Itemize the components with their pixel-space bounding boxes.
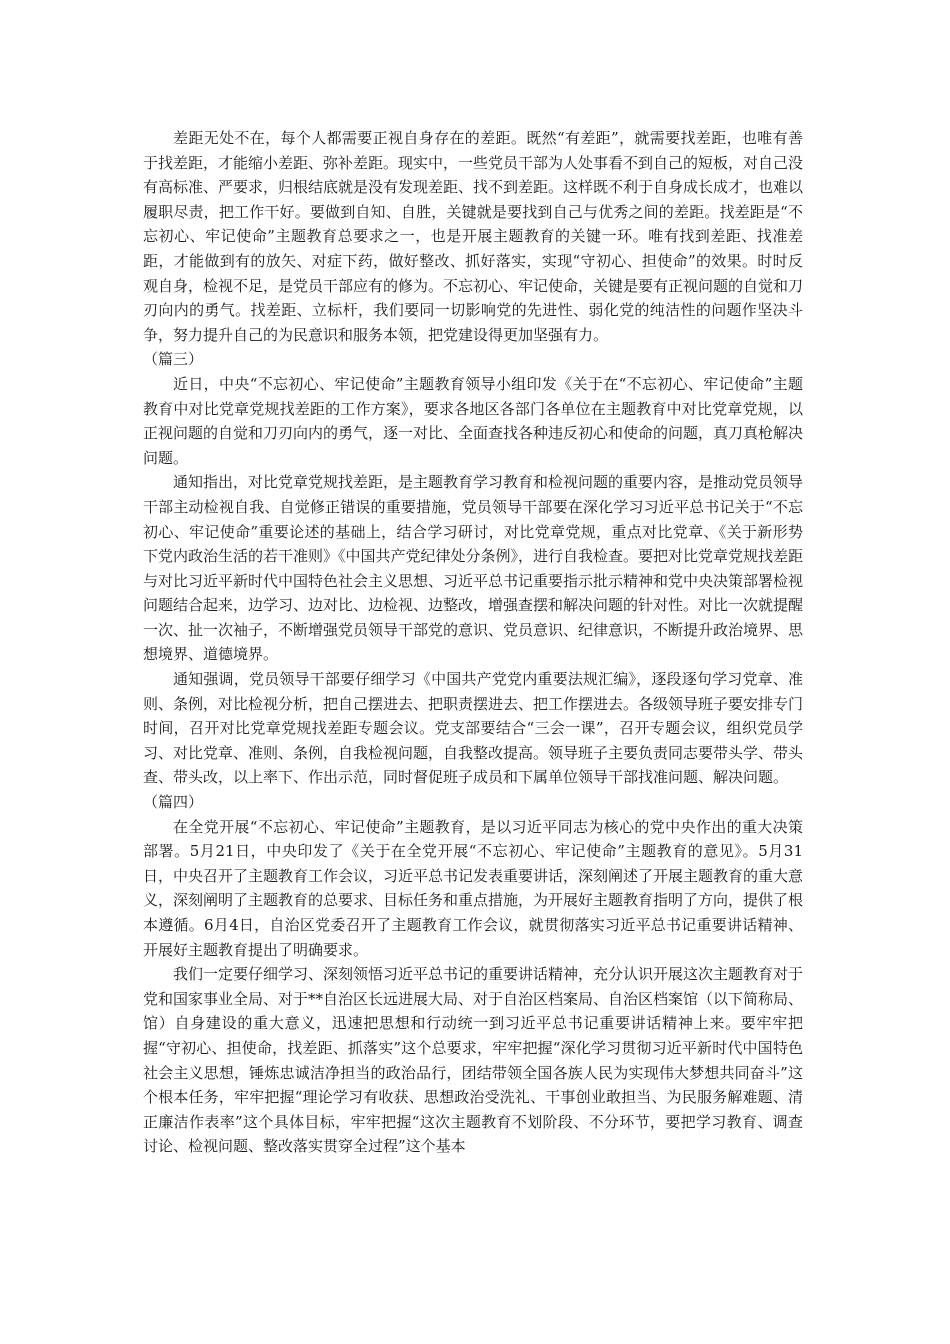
- paragraph-gap-everywhere: 差距无处不在，每个人都需要正视自身存在的差距。既然“有差距”，就需要找差距，也唯有善于找差距，才能缩小差距、弥补差距。现实中，一些党员干部为人处事看不到自己的短板，对自己没有高标准、严要求，归根结底就是没有发现差距、找不到差距。这样既不利于自身成长成才，也难以履职尽责，把工作干好。要做到自知、自胜，关键就是要找到自己与优秀之间的差距。找差距是“不忘初心、牢记使命”主题教育总要求之一，也是开展主题教育的关键一环。唯有找到差距、找准差距，才能做到有的放矢、对症下药，做好整改、抓好落实，实现“守初心、担使命”的效果。时时反观自身，检视不足，是党员干部应有的修为。不忘初心、牢记使命，关键是要有正视问题的自觉和刀刃向内的勇气。找差距、立标杆，我们要同一切影响党的先进性、弱化党的纯洁性的问题作坚决斗争，努力提升自己的为民意识和服务本领，把党建设得更加坚强有力。: [143, 129, 804, 344]
- paragraph-central-plan: 近日，中央“不忘初心、牢记使命”主题教育领导小组印发《关于在“不忘初心、牢记使命”主题教育中对比党章党规找差距的工作方案》，要求各地区各部门各单位在主题教育中对比党章党规，以正视问题的自觉和刀刃向内的勇气，逐一对比、全面查找各种违反初心和使命的问题，真刀真枪解决问题。: [143, 374, 804, 467]
- paragraph-notice-points-out: 通知指出，对比党章党规找差距，是主题教育学习教育和检视问题的重要内容，是推动党员领导干部主动检视自我、自觉修正错误的重要措施，党员领导干部要在深化学习习近平总书记关于“不忘初心、牢记使命”重要论述的基础上，结合学习研讨，对比党章党规，重点对比党章、《关于新形势下党内政治生活的若干准则》《中国共产党纪律处分条例》，进行自我检查。要把对比党章党规找差距与对比习近平新时代中国特色社会主义思想、习近平总书记重要指示批示精神和党中央决策部署检视问题结合起来，边学习、边对比、边检视、边整改，增强查摆和解决问题的针对性。对比一次就提醒一次、扯一次袖子，不断增强党员领导干部党的意识、党员意识、纪律意识，不断提升政治境界、思想境界、道德境界。: [143, 473, 804, 664]
- document-body: [143, 126, 803, 1159]
- section-heading-part-three: （篇三）: [143, 350, 204, 369]
- paragraph-notice-emphasizes: 通知强调，党员领导干部要仔细学习《中国共产党党内重要法规汇编》，逐段逐句学习党章、准则、条例，对比检视分析，把自己摆进去、把职责摆进去、把工作摆进去。各级领导班子要安排专门时间，召开对比党章党规找差距专题会议。党支部要结合“三会一课”，召开专题会议，组织党员学习、对比党章、准则、条例，自我检视问题，自我整改提高。领导班子主要负责同志要带头学、带头查、带头改，以上率下、作出示范，同时督促班子成员和下属单位领导干部找准问题、解决问题。: [143, 670, 804, 787]
- paragraph-party-wide-education: 在全党开展“不忘初心、牢记使命”主题教育，是以习近平同志为核心的党中央作出的重大决策部署。5月21日，中央印发了《关于在全党开展“不忘初心、牢记使命”主题教育的意见》。5月31日，中央召开了主题教育工作会议，习近平总书记发表重要讲话，深刻阐述了开展主题教育的重大意义，深刻阐明了主题教育的总要求、目标任务和重点措施，为开展好主题教育指明了方向，提供了根本遵循。6月4日，自治区党委召开了主题教育工作会议，就贯彻落实习近平总书记重要讲话精神、开展好主题教育提出了明确要求。: [143, 817, 804, 959]
- paragraph-study-speech: 我们一定要仔细学习、深刻领悟习近平总书记的重要讲话精神，充分认识开展这次主题教育对于党和国家事业全局、对于**自治区长远进展大局、对于自治区档案局、自治区档案馆（以下简称局、馆）自身建设的重大意义，迅速把思想和行动统一到习近平总书记重要讲话精神上来。要牢牢把握“守初心、担使命，找差距、抓落实”这个总要求，牢牢把握“深化学习贯彻习近平新时代中国特色社会主义思想，锤炼忠诚洁净担当的政治品行，团结带领全国各族人民为实现伟大梦想共同奋斗”这个根本任务，牢牢把握“理论学习有收获、思想政治受洗礼、干事创业敢担当、为民服务解难题、清正廉洁作表率”这个具体目标，牢牢把握“这次主题教育不划阶段、不分环节，要把学习教育、调查讨论、检视问题、整改落实贯穿全过程”这个基本: [143, 965, 804, 1156]
- section-heading-part-four: （篇四）: [143, 793, 204, 812]
